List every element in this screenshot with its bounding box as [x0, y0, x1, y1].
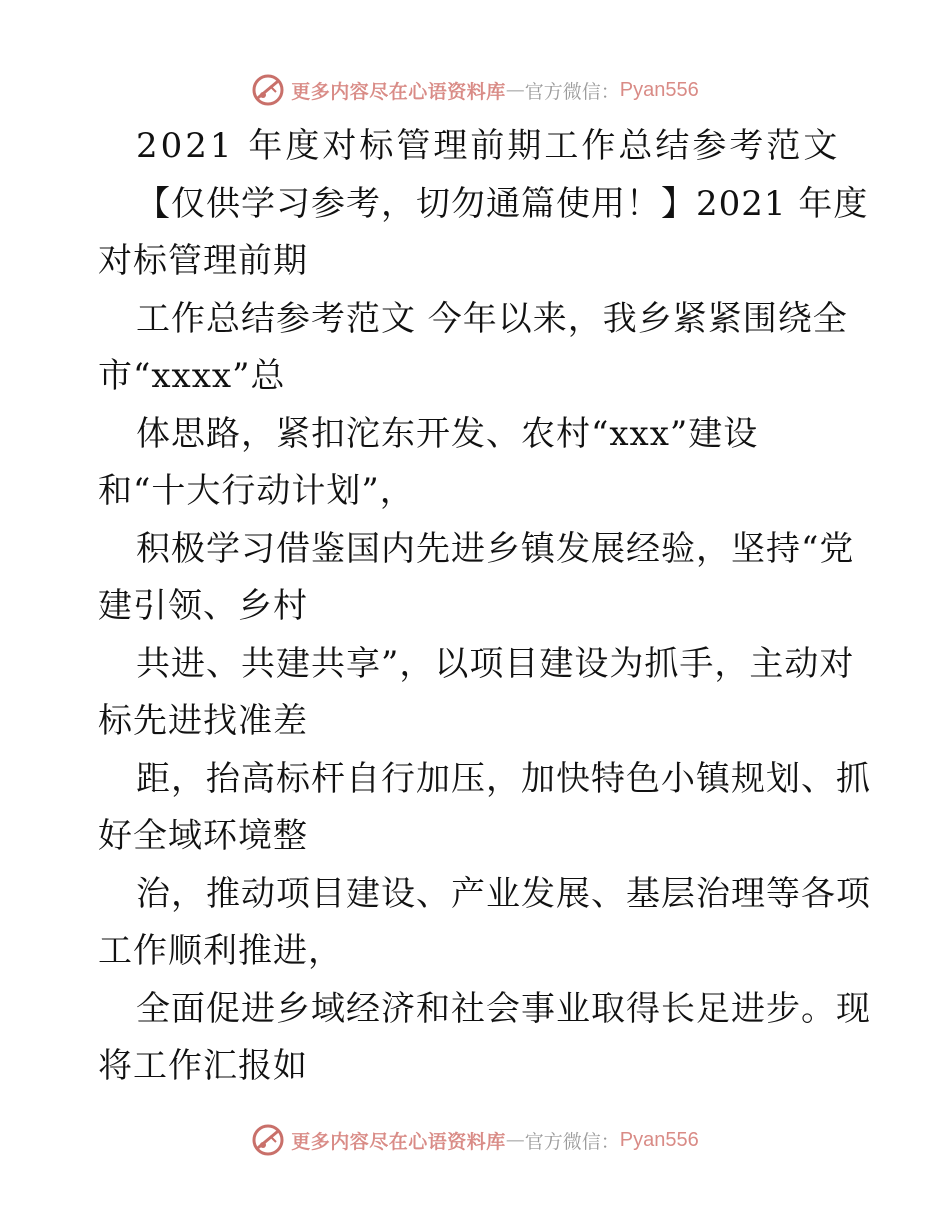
footer-banner: [0, 1120, 950, 1160]
wechat-id: Pyan556: [619, 1128, 699, 1151]
banner-separator: —: [505, 79, 525, 101]
text-line: 建引领、乡村: [98, 586, 308, 626]
text-line: 距，抬高标杆自行加压，加快特色小镇规划、抓: [136, 758, 871, 799]
text-line: 对标管理前期: [98, 241, 308, 281]
text-line: 积极学习借鉴国内先进乡镇发展经验，坚持“党: [136, 528, 855, 569]
brand-text: 更多内容尽在心语资料库: [291, 80, 506, 103]
header-banner: [0, 70, 950, 110]
text-line: 治，推动项目建设、产业发展、基层治理等各项: [136, 873, 871, 914]
banner-separator: —: [505, 1129, 525, 1151]
wechat-id: Pyan556: [619, 78, 699, 101]
text-line: 工作顺利推进，: [98, 931, 343, 971]
document-title: 2021 年度对标管理前期工作总结参考范文: [136, 126, 841, 166]
wechat-label: 官方微信：: [524, 1130, 620, 1153]
text-line: 好全域环境整: [98, 816, 308, 856]
seal-logo-icon: [251, 1123, 285, 1157]
text-line: 【仅供学习参考，切勿通篇使用！】2021 年度: [136, 183, 869, 224]
text-line: 将工作汇报如: [98, 1046, 308, 1086]
text-line: 标先进找准差: [98, 701, 308, 741]
document-body: [98, 118, 871, 1096]
seal-logo-icon: [251, 73, 285, 107]
wechat-label: 官方微信：: [524, 80, 620, 103]
text-line: 市“xxxx”总: [98, 356, 286, 396]
text-line: 共进、共建共享”，以项目建设为抓手，主动对: [136, 643, 855, 684]
brand-text: 更多内容尽在心语资料库: [291, 1130, 506, 1153]
text-line: 和“十大行动计划”，: [98, 471, 415, 511]
text-line: 体思路，紧扣沱东开发、农村“xxx”建设: [136, 413, 759, 454]
text-line: 全面促进乡域经济和社会事业取得长足进步。现: [136, 988, 871, 1029]
text-line: 工作总结参考范文 今年以来，我乡紧紧围绕全: [136, 298, 848, 339]
